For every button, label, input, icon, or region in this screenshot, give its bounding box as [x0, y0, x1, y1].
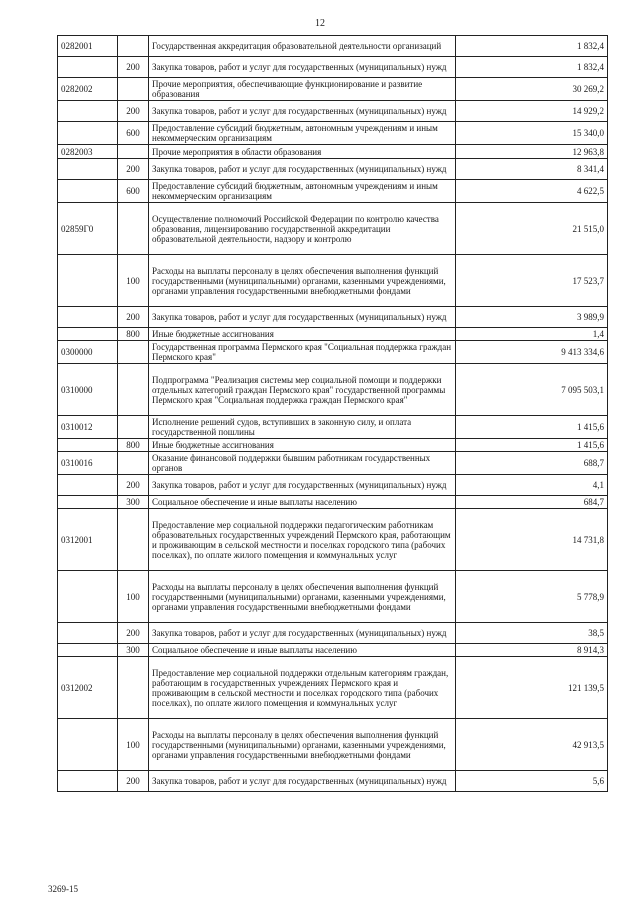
amount-cell: 8 341,4	[456, 159, 608, 180]
name-cell: Государственная аккредитация образовательной деятельности организаций	[149, 36, 456, 57]
expense-type-cell: 600	[118, 180, 149, 203]
expense-type-cell	[118, 145, 149, 159]
code-cell	[58, 644, 118, 657]
table-row	[58, 78, 608, 101]
table-row	[58, 159, 608, 180]
name-cell: Предоставление мер социальной поддержки отдельным категориям граждан, работающим в государственных учреждениях Пермского края и проживающим в сельской местности и поселках городского типа (рабочих поселках), по оплате жилого помещения и коммунальных услуг	[149, 657, 456, 719]
table-row	[58, 771, 608, 792]
table-row	[58, 203, 608, 255]
name-cell: Закупка товаров, работ и услуг для государственных (муниципальных) нужд	[149, 57, 456, 78]
amount-cell: 3 989,9	[456, 307, 608, 328]
table-row	[58, 36, 608, 57]
expense-type-cell: 200	[118, 159, 149, 180]
amount-cell: 30 269,2	[456, 78, 608, 101]
code-cell: 0312002	[58, 657, 118, 719]
code-cell	[58, 122, 118, 145]
expense-type-cell: 200	[118, 307, 149, 328]
table-row	[58, 439, 608, 452]
code-cell: 0310000	[58, 364, 118, 416]
expense-type-cell: 800	[118, 439, 149, 452]
name-cell: Прочие мероприятия в области образования	[149, 145, 456, 159]
code-cell: 0282003	[58, 145, 118, 159]
expense-type-cell	[118, 657, 149, 719]
table-row	[58, 509, 608, 571]
amount-cell: 688,7	[456, 452, 608, 475]
table-row	[58, 475, 608, 496]
code-cell	[58, 180, 118, 203]
amount-cell: 17 523,7	[456, 255, 608, 307]
name-cell: Иные бюджетные ассигнования	[149, 439, 456, 452]
table-row	[58, 57, 608, 78]
amount-cell: 38,5	[456, 623, 608, 644]
name-cell: Закупка товаров, работ и услуг для государственных (муниципальных) нужд	[149, 101, 456, 122]
expense-type-cell: 300	[118, 644, 149, 657]
code-cell	[58, 719, 118, 771]
amount-cell: 14 929,2	[456, 101, 608, 122]
amount-cell: 21 515,0	[456, 203, 608, 255]
amount-cell: 1 832,4	[456, 36, 608, 57]
code-cell	[58, 57, 118, 78]
expense-type-cell	[118, 341, 149, 364]
amount-cell: 14 731,8	[456, 509, 608, 571]
name-cell: Закупка товаров, работ и услуг для государственных (муниципальных) нужд	[149, 307, 456, 328]
code-cell: 0310016	[58, 452, 118, 475]
amount-cell: 1 415,6	[456, 416, 608, 439]
code-cell	[58, 571, 118, 623]
code-cell	[58, 475, 118, 496]
expense-type-cell	[118, 78, 149, 101]
code-cell	[58, 255, 118, 307]
page-number: 12	[315, 18, 325, 29]
name-cell: Закупка товаров, работ и услуг для государственных (муниципальных) нужд	[149, 475, 456, 496]
code-cell	[58, 623, 118, 644]
table-row	[58, 416, 608, 439]
amount-cell: 5,6	[456, 771, 608, 792]
name-cell: Социальное обеспечение и иные выплаты населению	[149, 496, 456, 509]
amount-cell: 12 963,8	[456, 145, 608, 159]
code-cell: 0300000	[58, 341, 118, 364]
code-cell: 02859Г0	[58, 203, 118, 255]
name-cell: Предоставление мер социальной поддержки педагогическим работникам образовательных государственных учреждений Пермского края, работающим и проживающим в сельской местности и поселках городского типа (рабочих поселках), по оплате жилого помещения и коммунальных услуг	[149, 509, 456, 571]
expense-type-cell: 100	[118, 719, 149, 771]
name-cell: Закупка товаров, работ и услуг для государственных (муниципальных) нужд	[149, 771, 456, 792]
name-cell: Государственная программа Пермского края "Социальная поддержка граждан Пермского края"	[149, 341, 456, 364]
expense-type-cell: 200	[118, 475, 149, 496]
code-cell: 0312001	[58, 509, 118, 571]
table-row	[58, 122, 608, 145]
name-cell: Социальное обеспечение и иные выплаты населению	[149, 644, 456, 657]
amount-cell: 15 340,0	[456, 122, 608, 145]
expense-type-cell: 600	[118, 122, 149, 145]
expense-type-cell: 100	[118, 571, 149, 623]
expense-type-cell: 300	[118, 496, 149, 509]
name-cell: Исполнение решений судов, вступивших в законную силу, и оплата государственной пошлины	[149, 416, 456, 439]
table-row	[58, 452, 608, 475]
budget-table	[57, 35, 608, 792]
amount-cell: 5 778,9	[456, 571, 608, 623]
amount-cell: 42 913,5	[456, 719, 608, 771]
code-cell	[58, 328, 118, 341]
expense-type-cell	[118, 509, 149, 571]
amount-cell: 1 415,6	[456, 439, 608, 452]
table-row	[58, 145, 608, 159]
code-cell	[58, 439, 118, 452]
code-cell: 0282001	[58, 36, 118, 57]
table-row	[58, 328, 608, 341]
name-cell: Прочие мероприятия, обеспечивающие функционирование и развитие образования	[149, 78, 456, 101]
amount-cell: 684,7	[456, 496, 608, 509]
name-cell: Расходы на выплаты персоналу в целях обеспечения выполнения функций государственными (муниципальными) органами, казенными учреждениями, органами управления государственными внебюджетными фондами	[149, 571, 456, 623]
table-row	[58, 255, 608, 307]
table-row	[58, 180, 608, 203]
expense-type-cell: 200	[118, 771, 149, 792]
amount-cell: 121 139,5	[456, 657, 608, 719]
table-row	[58, 496, 608, 509]
table-row	[58, 101, 608, 122]
name-cell: Предоставление субсидий бюджетным, автономным учреждениям и иным некоммерческим организациям	[149, 122, 456, 145]
expense-type-cell: 200	[118, 623, 149, 644]
name-cell: Предоставление субсидий бюджетным, автономным учреждениям и иным некоммерческим организациям	[149, 180, 456, 203]
table-row	[58, 341, 608, 364]
name-cell: Расходы на выплаты персоналу в целях обеспечения выполнения функций государственными (муниципальными) органами, казенными учреждениями, органами управления государственными внебюджетными фондами	[149, 719, 456, 771]
table-row	[58, 719, 608, 771]
expense-type-cell: 200	[118, 101, 149, 122]
expense-type-cell	[118, 36, 149, 57]
budget-table-body	[58, 36, 608, 792]
code-cell	[58, 307, 118, 328]
expense-type-cell	[118, 416, 149, 439]
expense-type-cell: 200	[118, 57, 149, 78]
code-cell	[58, 496, 118, 509]
code-cell: 0282002	[58, 78, 118, 101]
table-row	[58, 657, 608, 719]
name-cell: Осуществление полномочий Российской Федерации по контролю качества образования, лицензированию государственной аккредитации образовательной деятельности, надзору и контролю	[149, 203, 456, 255]
name-cell: Подпрограмма "Реализация системы мер социальной помощи и поддержки отдельных категорий граждан Пермского края" государственной программы Пермского края "Социальная поддержка граждан Пермского края"	[149, 364, 456, 416]
name-cell: Иные бюджетные ассигнования	[149, 328, 456, 341]
amount-cell: 8 914,3	[456, 644, 608, 657]
expense-type-cell	[118, 452, 149, 475]
expense-type-cell	[118, 364, 149, 416]
expense-type-cell	[118, 203, 149, 255]
table-row	[58, 623, 608, 644]
name-cell: Оказание финансовой поддержки бывшим работникам государственных органов	[149, 452, 456, 475]
expense-type-cell: 800	[118, 328, 149, 341]
amount-cell: 7 095 503,1	[456, 364, 608, 416]
table-row	[58, 644, 608, 657]
document-code: 3269-15	[48, 884, 78, 894]
code-cell	[58, 771, 118, 792]
amount-cell: 1,4	[456, 328, 608, 341]
table-row	[58, 307, 608, 328]
code-cell	[58, 159, 118, 180]
name-cell: Закупка товаров, работ и услуг для государственных (муниципальных) нужд	[149, 159, 456, 180]
table-row	[58, 571, 608, 623]
code-cell	[58, 101, 118, 122]
amount-cell: 9 413 334,6	[456, 341, 608, 364]
code-cell: 0310012	[58, 416, 118, 439]
expense-type-cell: 100	[118, 255, 149, 307]
name-cell: Расходы на выплаты персоналу в целях обеспечения выполнения функций государственными (муниципальными) органами, казенными учреждениями, органами управления государственными внебюджетными фондами	[149, 255, 456, 307]
table-row	[58, 364, 608, 416]
amount-cell: 4 622,5	[456, 180, 608, 203]
amount-cell: 4,1	[456, 475, 608, 496]
amount-cell: 1 832,4	[456, 57, 608, 78]
name-cell: Закупка товаров, работ и услуг для государственных (муниципальных) нужд	[149, 623, 456, 644]
